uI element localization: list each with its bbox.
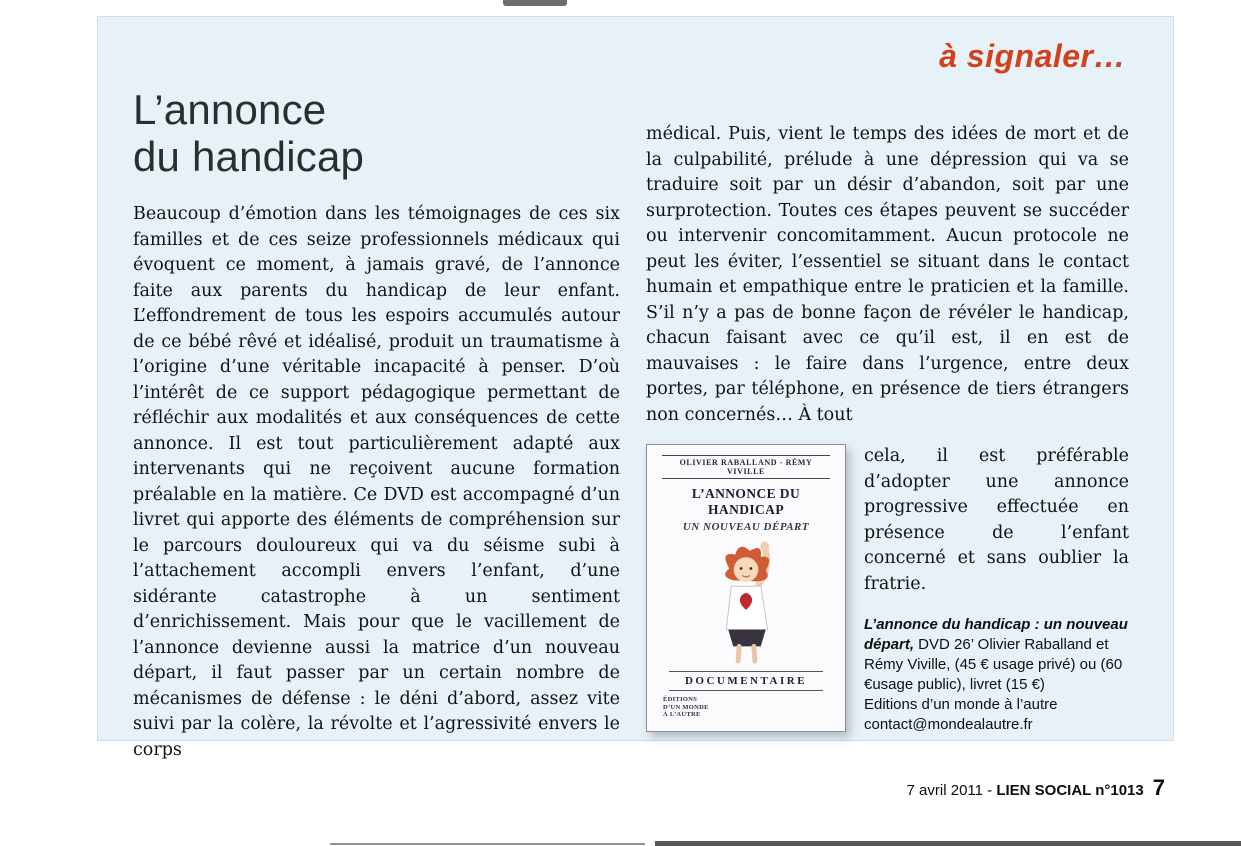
- footer-journal-name: LIEN SOCIAL n°1013: [996, 782, 1144, 799]
- section-badge: à signaler…: [939, 38, 1126, 74]
- dvd-cover-authors: OLIVIER RABALLAND - RÉMY VIVILLE: [662, 455, 829, 479]
- article-text-left: Beaucoup d’émotion dans les témoignages de ces six familles et de ces seize professionnels médicaux qui évoquent ce moment, à jamais gravé, de l’annonce faite aux parents du handicap de leur enfant. L’effondrement de tous les espoirs accumulés autour de ce bébé rêvé et idéalisé, produit un traumatisme à l’origine d’une véritable incapacité à penser. D’où l’intérêt de ce support pédagogique permettant de réfléchir aux modalités et aux conséquences de cette annonce. Il est tout particulièrement adapté aux intervenants qui ne reçoivent aucune formation préalable en la matière. Ce DVD est accompagné d’un livret qui apporte des éléments de compréhension sur le parcours douloureux qui va du séisme subi à l’attachement accompli envers l’enfant, d’une sidérante catastrophe à un sentiment d’enrichissement. Mais pour que le vacillement de l’annonce devienne aussi la matrice d’un nouveau départ, il faut passer par un certain nombre de mécanismes de défense : le déni d’abord, assez vite suivi par la colère, la révolte et l’agressivité envers le corps: [133, 204, 620, 760]
- article-title: [133, 86, 620, 180]
- article-columns: [133, 86, 1128, 763]
- caption-publisher: Editions d’un monde à l’autre: [864, 696, 1058, 713]
- dvd-cover-genre: DOCUMENTAIRE: [669, 671, 824, 691]
- article-title-line2: du handicap: [133, 133, 365, 180]
- right-column: [646, 86, 1129, 763]
- scan-artifact-bottom-left: [330, 843, 645, 845]
- scan-artifact-top: [503, 0, 567, 6]
- article-title-line1: L’annonce: [133, 86, 327, 133]
- footer-date: 7 avril 2011 -: [906, 782, 997, 799]
- page-footer: [907, 775, 1165, 801]
- caption-title: L’annonce du handicap : un nouveau départ,: [864, 616, 1128, 653]
- dvd-cover-subtitle: UN NOUVEAU DÉPART: [682, 521, 810, 533]
- dvd-cover-illustration: [690, 539, 802, 667]
- scan-artifact-bottom-right: [655, 841, 1241, 846]
- footer-page-number: 7: [1152, 775, 1165, 800]
- media-row: [646, 444, 1129, 735]
- dvd-cover: [646, 444, 846, 732]
- dvd-cover-publisher-logo: ÉDITIONS D’UN MONDE À L’AUTRE: [663, 696, 709, 718]
- caption-email: contact@mondealautre.fr: [864, 716, 1033, 733]
- article-text-wrap: cela, il est préférable d’adopter une annonce progressive effectuée en présence de l’enfant concerné et sans oublier la fratrie.: [864, 446, 1129, 594]
- article-panel: [97, 16, 1174, 760]
- caption-details: DVD 26’ Olivier Raballand et Rémy Viville, (45 € usage privé) ou (60 €usage public), livret (15 €): [864, 636, 1123, 693]
- wrap-column: [864, 444, 1129, 735]
- left-column: [133, 86, 620, 763]
- dvd-caption: [864, 615, 1129, 735]
- dvd-cover-title: L’ANNONCE DU HANDICAP: [691, 486, 801, 517]
- article-text-right: médical. Puis, vient le temps des idées de mort et de la culpabilité, prélude à une dépression qui va se traduire soit par un désir d’abandon, soit par une surprotection. Toutes ces étapes peuvent se succéder ou intervenir concomitamment. Aucun protocole ne peut les éviter, l’essentiel se situant dans le contact humain et empathique entre le praticien et la famille. S’il n’y a pas de bonne façon de révéler le handicap, chacun faisant avec ce qu’il est, il en est de mauvaises : le faire dans l’urgence, entre deux portes, par téléphone, en présence de tiers étrangers non concernés… À tout: [646, 124, 1129, 425]
